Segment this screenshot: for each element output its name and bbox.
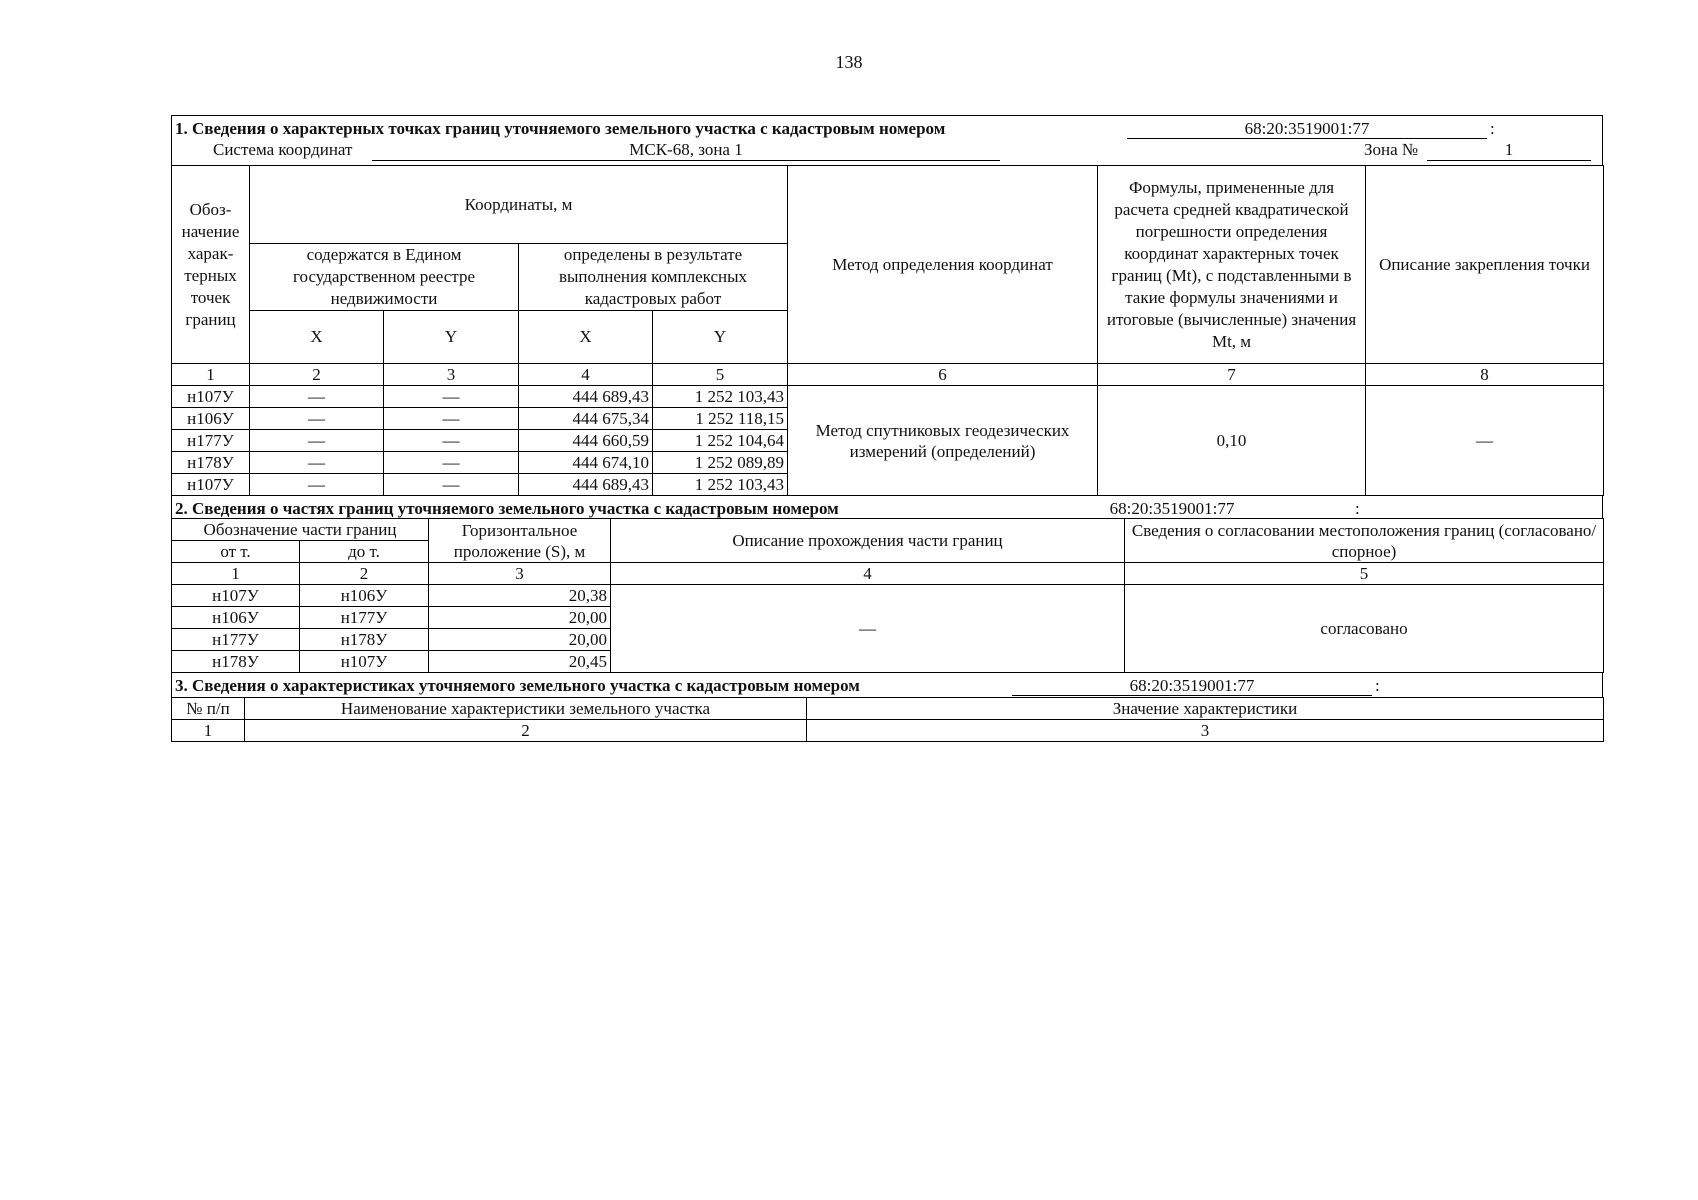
header-designation: Обоз-начение харак-терных точек границ: [172, 166, 250, 364]
header-x-egrn: X: [250, 311, 384, 364]
col-number: 1: [172, 364, 250, 386]
x-value: 444 675,34: [519, 408, 653, 430]
horizontal-value: 20,00: [429, 607, 611, 629]
y-value: 1 252 104,64: [653, 430, 788, 452]
header-y-egrn: Y: [384, 311, 519, 364]
point-name: н107У: [172, 386, 250, 408]
col-number: 1: [172, 563, 300, 585]
col-number: 4: [611, 563, 1125, 585]
y-egrn: —: [384, 474, 519, 496]
table-row: [172, 386, 1604, 408]
y-value: 1 252 103,43: [653, 474, 788, 496]
y-value: 1 252 103,43: [653, 386, 788, 408]
x-egrn: —: [250, 474, 384, 496]
section2-header: [171, 496, 1603, 518]
section3-cadastral-number: 68:20:3519001:77: [1012, 675, 1372, 696]
header-horizontal: Горизонтальное проложение (S), м: [429, 519, 611, 563]
point-name: н178У: [172, 452, 250, 474]
section2-title: 2. Сведения о частях границ уточняемого земельного участка с кадастровым номером: [175, 499, 839, 518]
col-number: 8: [1366, 364, 1604, 386]
coord-system-label: Система координат: [213, 140, 353, 159]
header-method: Метод определения координат: [788, 166, 1098, 364]
header-num: № п/п: [172, 698, 245, 720]
y-value: 1 252 089,89: [653, 452, 788, 474]
section2-colon: :: [1355, 499, 1360, 518]
header-determined: определены в результате выполнения комплексных кадастровых работ: [519, 244, 788, 311]
page-number: 138: [835, 52, 863, 72]
x-egrn: —: [250, 452, 384, 474]
from-point: н177У: [172, 629, 300, 651]
header-to: до т.: [300, 541, 429, 563]
y-egrn: —: [384, 430, 519, 452]
col-number: 6: [788, 364, 1098, 386]
to-point: н106У: [300, 585, 429, 607]
characteristics-table: [171, 697, 1604, 742]
to-point: н107У: [300, 651, 429, 673]
y-value: 1 252 118,15: [653, 408, 788, 430]
point-name: н106У: [172, 408, 250, 430]
y-egrn: —: [384, 386, 519, 408]
header-fixing: Описание закрепления точки: [1366, 166, 1604, 364]
coord-system-row: [171, 138, 1603, 165]
method-value: Метод спутниковых геодезических измерений (определений): [788, 386, 1098, 496]
points-table: [171, 165, 1604, 496]
y-egrn: —: [384, 408, 519, 430]
col-number: 1: [172, 720, 245, 742]
header-x: X: [519, 311, 653, 364]
zone-label: Зона №: [1364, 140, 1419, 159]
section3-header: [171, 673, 1603, 697]
section3-colon: :: [1375, 676, 1380, 695]
section1-cadastral-number: 68:20:3519001:77: [1127, 118, 1487, 139]
from-point: н107У: [172, 585, 300, 607]
col-number: 7: [1098, 364, 1366, 386]
header-coordinates: Координаты, м: [250, 166, 788, 244]
to-point: н178У: [300, 629, 429, 651]
to-point: н177У: [300, 607, 429, 629]
section3-title: 3. Сведения о характеристиках уточняемого земельного участка с кадастровым номером: [175, 676, 860, 695]
header-agreement: Сведения о согласовании местоположения границ (согласовано/спорное): [1125, 519, 1604, 563]
header-part-designation: Обозначение части границ: [172, 519, 429, 541]
x-value: 444 689,43: [519, 474, 653, 496]
col-number: 5: [653, 364, 788, 386]
header-in-egrn: содержатся в Едином государственном реестре недвижимости: [250, 244, 519, 311]
table-row: [172, 585, 1604, 607]
agreement-value: согласовано: [1125, 585, 1604, 673]
col-number: 2: [300, 563, 429, 585]
description-value: —: [611, 585, 1125, 673]
section1-header: [171, 115, 1603, 138]
from-point: н178У: [172, 651, 300, 673]
horizontal-value: 20,00: [429, 629, 611, 651]
x-egrn: —: [250, 386, 384, 408]
col-number: 4: [519, 364, 653, 386]
x-value: 444 689,43: [519, 386, 653, 408]
horizontal-value: 20,38: [429, 585, 611, 607]
point-name: н107У: [172, 474, 250, 496]
x-value: 444 674,10: [519, 452, 653, 474]
col-number: 3: [429, 563, 611, 585]
y-egrn: —: [384, 452, 519, 474]
section2-cadastral-number: 68:20:3519001:77: [992, 498, 1352, 519]
x-value: 444 660,59: [519, 430, 653, 452]
point-name: н177У: [172, 430, 250, 452]
header-name: Наименование характеристики земельного участка: [245, 698, 807, 720]
cadastral-document: [171, 115, 1603, 742]
col-number: 2: [250, 364, 384, 386]
x-egrn: —: [250, 408, 384, 430]
column-numbers-row: [172, 364, 1604, 386]
col-number: 5: [1125, 563, 1604, 585]
x-egrn: —: [250, 430, 384, 452]
header-formulas: Формулы, примененные для расчета средней квадратической погрешности определения координат характерных точек границ (Mt), с подставленными в такие формулы значениями и итоговые (вычисленные) значения Mt, м: [1098, 166, 1366, 364]
header-from: от т.: [172, 541, 300, 563]
from-point: н106У: [172, 607, 300, 629]
col-number: 3: [384, 364, 519, 386]
section1-colon: :: [1490, 119, 1495, 138]
header-value: Значение характеристики: [807, 698, 1604, 720]
section1-title: 1. Сведения о характерных точках границ уточняемого земельного участка с кадастровым номером: [175, 119, 946, 138]
column-numbers-row: [172, 563, 1604, 585]
coord-system-value: МСК-68, зона 1: [372, 140, 1000, 161]
fixing-value: —: [1366, 386, 1604, 496]
column-numbers-row: [172, 720, 1604, 742]
col-number: 3: [807, 720, 1604, 742]
header-y: Y: [653, 311, 788, 364]
col-number: 2: [245, 720, 807, 742]
mt-value: 0,10: [1098, 386, 1366, 496]
parts-table: [171, 518, 1604, 673]
horizontal-value: 20,45: [429, 651, 611, 673]
header-description: Описание прохождения части границ: [611, 519, 1125, 563]
zone-value: 1: [1427, 140, 1591, 161]
